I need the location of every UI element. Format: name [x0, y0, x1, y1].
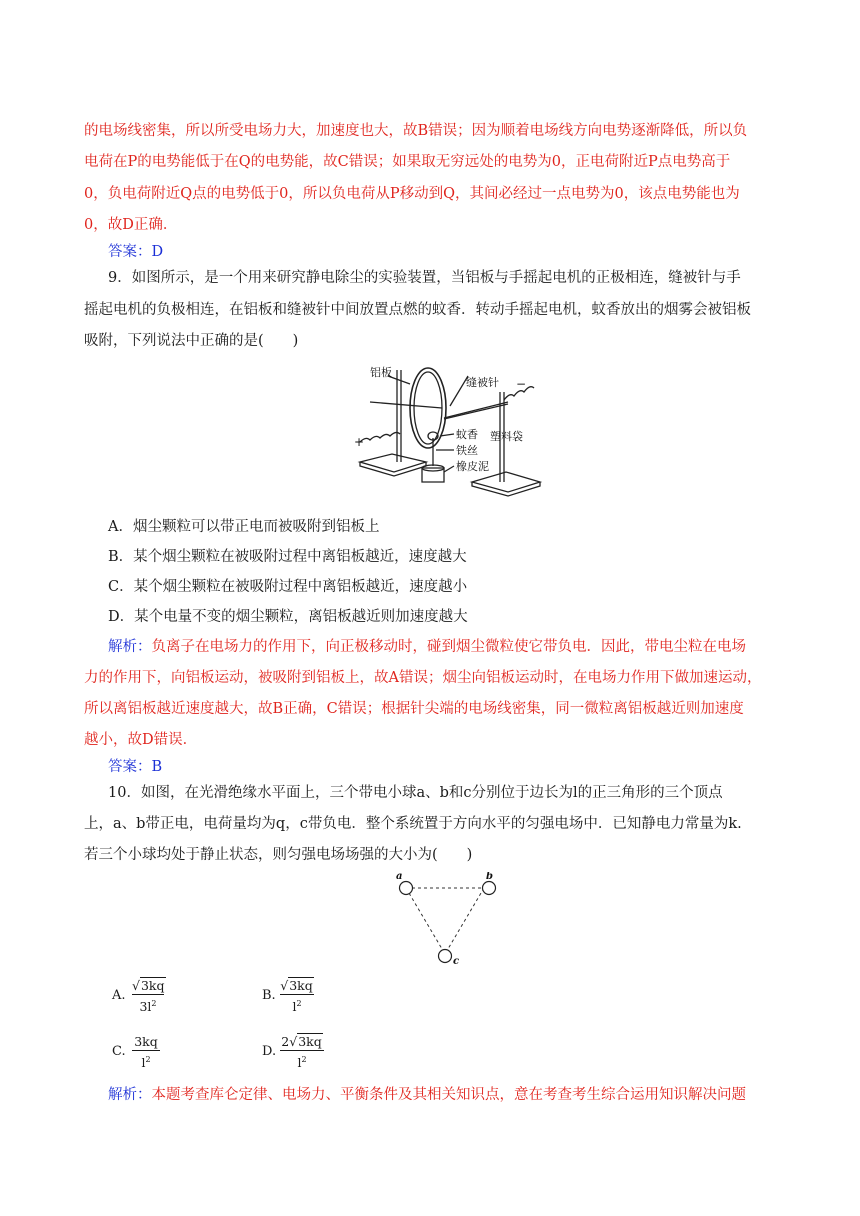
- q10-option-c: [112, 1034, 212, 1074]
- electrostatic-dust-figure: [340, 362, 550, 502]
- q8-analysis-line-2: 电荷在P的电势能低于在Q的电势能，故C错误；如果取无穷远处的电势为0，正电荷附近P点电势高于: [84, 154, 731, 170]
- triangle-figure: [390, 872, 510, 972]
- label-minus: −: [516, 377, 527, 391]
- q10-option-d: [262, 1034, 362, 1074]
- q9-stem-line-2: 摇起电机的负极相连，在铝板和缝被针中间放置点燃的蚊香．转动手摇起电机，蚊香放出的烟雾会被铝板: [84, 302, 751, 318]
- q10-option-a: [112, 978, 212, 1018]
- q10-analysis-label: 解析：: [108, 1087, 152, 1103]
- option-b-fraction: √3kq $l^2$: [280, 978, 313, 1015]
- option-b-label: B.: [262, 988, 276, 1003]
- option-c-label: C.: [112, 1044, 126, 1059]
- label-plate: 铝板: [370, 366, 392, 379]
- q9-analysis-label: 解析：: [108, 639, 152, 655]
- q9-option-a: A．烟尘颗粒可以带正电而被吸附到铝板上: [108, 519, 380, 535]
- q9-option-d: D．某个电量不变的烟尘颗粒，离铝板越近则加速度越大: [108, 609, 468, 625]
- label-a: a: [396, 872, 403, 882]
- q9-stem-line-3: 吸附，下列说法中正确的是( ): [84, 333, 299, 349]
- q10-stem-line-2: 上，a、b带正电，电荷量均为q，c带负电．整个系统置于方向水平的匀强电场中．已知静电力常量为k.: [84, 816, 742, 832]
- q9-answer: 答案：B: [108, 759, 163, 775]
- q10-option-b: [262, 978, 362, 1018]
- option-d-fraction: 2√3kq $l^2$: [280, 1034, 324, 1070]
- q10-analysis-text: 本题考查库仑定律、电场力、平衡条件及其相关知识点，意在考查考生综合运用知识解决问题: [151, 1087, 746, 1103]
- q9-stem-line-1: 9．如图所示，是一个用来研究静电除尘的实验装置，当铝板与手摇起电机的正极相连，缝被针与手: [108, 270, 741, 286]
- q10-stem-line-3: 若三个小球均处于静止状态，则匀强电场场强的大小为( ): [84, 847, 473, 863]
- label-bag: 塑料袋: [490, 430, 523, 443]
- label-wire: 铁丝: [456, 444, 478, 457]
- label-c: c: [453, 956, 460, 967]
- q10-analysis-line-1: [108, 1085, 784, 1105]
- q9-analysis-line-3: 所以离铝板越近速度越大，故B正确，C错误；根据针尖端的电场线密集，同一微粒离铝板越近则加速度: [84, 701, 744, 717]
- q8-analysis-line-4: 0，故D正确．: [84, 217, 178, 233]
- q10-stem-line-1: 10．如图，在光滑绝缘水平面上，三个带电小球a、b和c分别位于边长为l的正三角形的三个顶点: [108, 785, 723, 801]
- q9-analysis-line-2: 力的作用下，向铝板运动，被吸附到铝板上，故A错误；烟尘向铝板运动时，在电场力作用下做加速运动，: [84, 670, 762, 686]
- q9-analysis-line-4: 越小，故D错误．: [84, 732, 198, 748]
- q9-analysis-text-1: 负离子在电场力的作用下，向正极移动时，碰到烟尘微粒使它带负电．因此，带电尘粒在电场: [151, 639, 746, 655]
- q8-answer: 答案：D: [108, 244, 164, 260]
- option-a-fraction: √3kq $3l^2$: [132, 978, 165, 1015]
- option-a-label: A.: [112, 988, 126, 1003]
- q9-option-c: C．某个烟尘颗粒在被吸附过程中离铝板越近，速度越小: [108, 579, 468, 595]
- q9-analysis-line-1: [108, 637, 784, 657]
- q8-analysis-line-1: 的电场线密集，所以所受电场力大，加速度也大，故B错误；因为顺着电场线方向电势逐渐降低，所以负: [84, 123, 748, 139]
- label-plus: +: [354, 435, 365, 449]
- label-b: b: [486, 872, 493, 882]
- q8-analysis-line-3: 0，负电荷附近Q点的电势低于0，所以负电荷从P移动到Q，其间必经过一点电势为0，该点电势能也为: [84, 186, 740, 202]
- q9-option-b: B．某个烟尘颗粒在被吸附过程中离铝板越近，速度越大: [108, 549, 467, 565]
- label-needle: 缝被针: [466, 376, 499, 389]
- option-d-label: D.: [262, 1044, 277, 1059]
- label-clay: 橡皮泥: [456, 460, 489, 473]
- label-incense: 蚊香: [456, 428, 478, 441]
- option-c-fraction: 3kq $l^2$: [132, 1034, 160, 1070]
